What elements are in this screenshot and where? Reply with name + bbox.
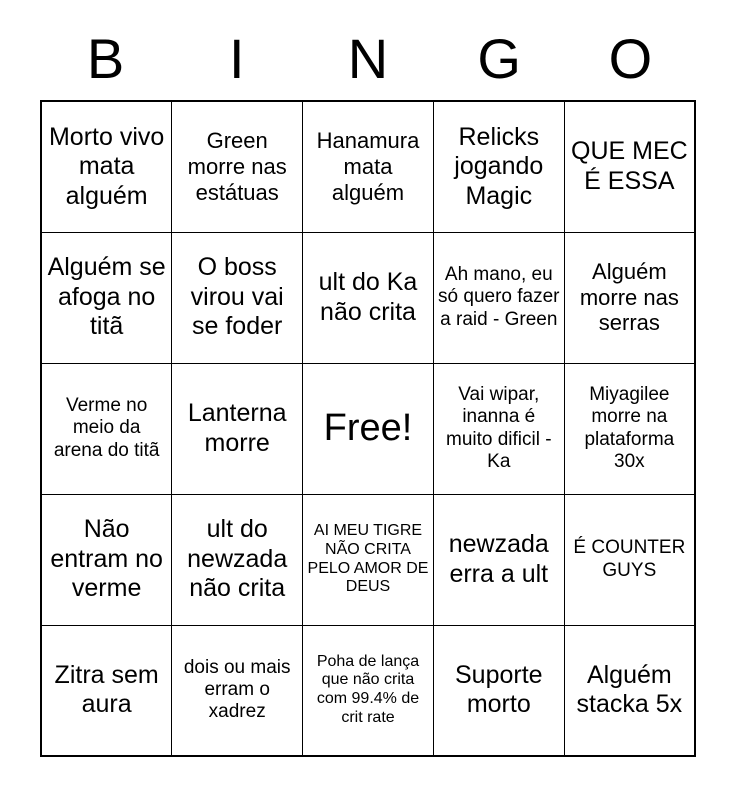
bingo-row [41, 232, 695, 363]
bingo-cell[interactable]: Morto vivo mata alguém [41, 101, 172, 232]
bingo-cell[interactable]: Alguém stacka 5x [564, 625, 695, 756]
bingo-cell[interactable]: O boss virou vai se foder [172, 232, 303, 363]
bingo-cell[interactable]: Lanterna morre [172, 363, 303, 494]
bingo-cell[interactable]: Poha de lança que não crita com 99.4% de crit rate [303, 625, 434, 756]
bingo-cell[interactable]: Green morre nas estátuas [172, 101, 303, 232]
bingo-cell[interactable]: É COUNTER GUYS [564, 494, 695, 625]
bingo-cell[interactable]: ult do newzada não crita [172, 494, 303, 625]
bingo-cell[interactable]: Não entram no verme [41, 494, 172, 625]
bingo-cell[interactable]: Verme no meio da arena do titã [41, 363, 172, 494]
bingo-cell[interactable]: ult do Ka não crita [303, 232, 434, 363]
header-letter-i: I [229, 27, 245, 90]
bingo-cell[interactable]: dois ou mais erram o xadrez [172, 625, 303, 756]
bingo-cell[interactable]: Relicks jogando Magic [433, 101, 564, 232]
bingo-cell[interactable]: Alguém se afoga no titã [41, 232, 172, 363]
bingo-row [41, 625, 695, 756]
header-letter-o: O [608, 27, 653, 90]
bingo-row [41, 101, 695, 232]
bingo-cell[interactable]: Ah mano, eu só quero fazer a raid - Green [433, 232, 564, 363]
bingo-cell-free[interactable]: Free! [303, 363, 434, 494]
bingo-cell[interactable]: newzada erra a ult [433, 494, 564, 625]
bingo-header [40, 0, 696, 90]
bingo-cell[interactable]: Zitra sem aura [41, 625, 172, 756]
bingo-cell[interactable]: Hanamura mata alguém [303, 101, 434, 232]
bingo-cell[interactable]: Miyagilee morre na plataforma 30x [564, 363, 695, 494]
header-letter-g: G [477, 27, 521, 90]
bingo-row [41, 363, 695, 494]
bingo-cell[interactable]: QUE MEC É ESSA [564, 101, 695, 232]
header-letter-n: N [347, 27, 389, 90]
bingo-cell[interactable]: Alguém morre nas serras [564, 232, 695, 363]
bingo-grid [40, 100, 696, 757]
bingo-cell[interactable]: Suporte morto [433, 625, 564, 756]
header-letter-b: B [86, 27, 125, 90]
bingo-row [41, 494, 695, 625]
bingo-cell[interactable]: Vai wipar, inanna é muito dificil - Ka [433, 363, 564, 494]
bingo-cell[interactable]: AI MEU TIGRE NÃO CRITA PELO AMOR DE DEUS [303, 494, 434, 625]
